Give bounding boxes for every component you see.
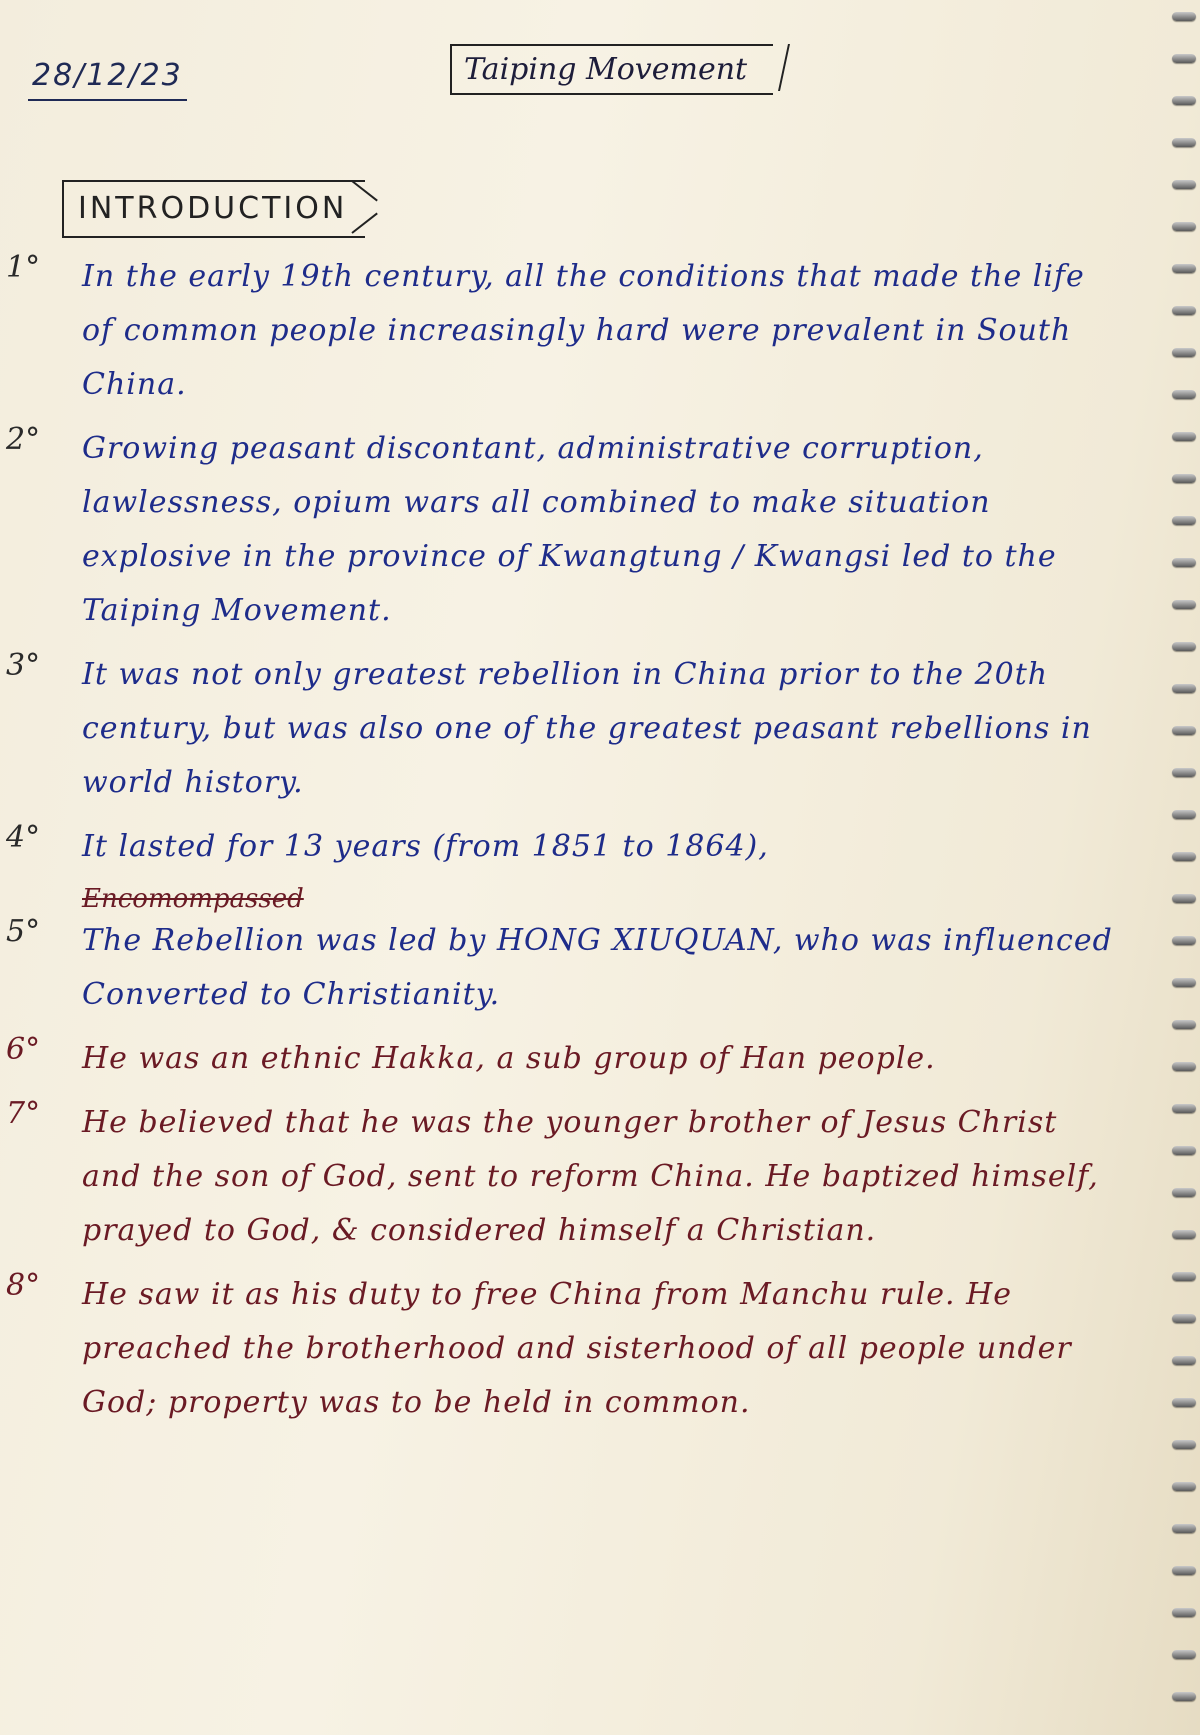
point-text: He was an ethnic Hakka, a sub group of Han people. [82, 1041, 936, 1076]
spiral-ring [1172, 1692, 1196, 1701]
spiral-ring [1172, 306, 1196, 315]
page-date: 28/12/23 [28, 58, 187, 101]
spiral-ring [1172, 936, 1196, 945]
point-number: 4° [6, 820, 41, 855]
point-text: Growing peasant discontant, administrative corruption, lawlessness, opium wars all combined to make situation explosive in the province of Kwangtung / Kwangsi led to the Taiping Movement. [82, 431, 1057, 628]
spiral-ring [1172, 222, 1196, 231]
spiral-ring [1172, 1608, 1196, 1617]
spiral-ring [1172, 1020, 1196, 1029]
point-number: 7° [6, 1096, 41, 1131]
spiral-ring [1172, 1104, 1196, 1113]
spiral-ring [1172, 600, 1196, 609]
spiral-ring [1172, 180, 1196, 189]
section-heading: INTRODUCTION [62, 180, 365, 238]
spiral-ring [1172, 1356, 1196, 1365]
page-title: Taiping Movement [450, 44, 773, 95]
note-point-8 [0, 1268, 1150, 1430]
point-number: 6° [6, 1032, 41, 1067]
spiral-ring [1172, 1272, 1196, 1281]
spiral-ring [1172, 432, 1196, 441]
note-point-7 [0, 1096, 1150, 1258]
spiral-ring [1172, 12, 1196, 21]
note-point-2 [0, 422, 1150, 638]
spiral-ring [1172, 1524, 1196, 1533]
spiral-ring [1172, 96, 1196, 105]
point-text: It lasted for 13 years (from 1851 to 1864), [82, 829, 769, 864]
spiral-ring [1172, 1566, 1196, 1575]
point-text: In the early 19th century, all the conditions that made the life of common people increasingly hard were prevalent in South China. [82, 259, 1085, 402]
spiral-ring [1172, 642, 1196, 651]
spiral-ring [1172, 54, 1196, 63]
spiral-ring [1172, 1482, 1196, 1491]
spiral-ring [1172, 894, 1196, 903]
spiral-ring [1172, 810, 1196, 819]
spiral-ring [1172, 1188, 1196, 1197]
spiral-ring [1172, 852, 1196, 861]
spiral-binding [1166, 0, 1200, 1735]
struck-word: Encomompassed [82, 884, 304, 914]
spiral-ring [1172, 264, 1196, 273]
spiral-ring [1172, 768, 1196, 777]
point-text: It was not only greatest rebellion in China prior to the 20th century, but was also one of the greatest peasant rebellions in world history. [82, 657, 1092, 800]
spiral-ring [1172, 138, 1196, 147]
note-point-4 [0, 820, 1150, 874]
note-points [0, 250, 1150, 1440]
note-point-5 [0, 884, 1150, 1022]
note-point-1 [0, 250, 1150, 412]
spiral-ring [1172, 348, 1196, 357]
point-number: 2° [6, 422, 41, 457]
spiral-ring [1172, 1314, 1196, 1323]
spiral-ring [1172, 978, 1196, 987]
spiral-ring [1172, 684, 1196, 693]
point-number: 3° [6, 648, 41, 683]
spiral-ring [1172, 1230, 1196, 1239]
point-text: The Rebellion was led by HONG XIUQUAN, who was influenced Converted to Christianity. [82, 923, 1113, 1012]
spiral-ring [1172, 558, 1196, 567]
point-text: He saw it as his duty to free China from Manchu rule. He preached the brotherhood and sisterhood of all people under God; property was to be held in common. [82, 1277, 1072, 1420]
point-number: 8° [6, 1268, 41, 1303]
spiral-ring [1172, 1062, 1196, 1071]
spiral-ring [1172, 1146, 1196, 1155]
spiral-ring [1172, 1650, 1196, 1659]
spiral-ring [1172, 726, 1196, 735]
point-number: 5° [6, 914, 41, 949]
point-text: He believed that he was the younger brother of Jesus Christ and the son of God, sent to reform China. He baptized himself, prayed to God, & considered himself a Christian. [82, 1105, 1099, 1248]
note-point-3 [0, 648, 1150, 810]
point-number: 1° [6, 250, 41, 285]
spiral-ring [1172, 1398, 1196, 1407]
note-point-6 [0, 1032, 1150, 1086]
spiral-ring [1172, 390, 1196, 399]
spiral-ring [1172, 474, 1196, 483]
spiral-ring [1172, 516, 1196, 525]
spiral-ring [1172, 1440, 1196, 1449]
